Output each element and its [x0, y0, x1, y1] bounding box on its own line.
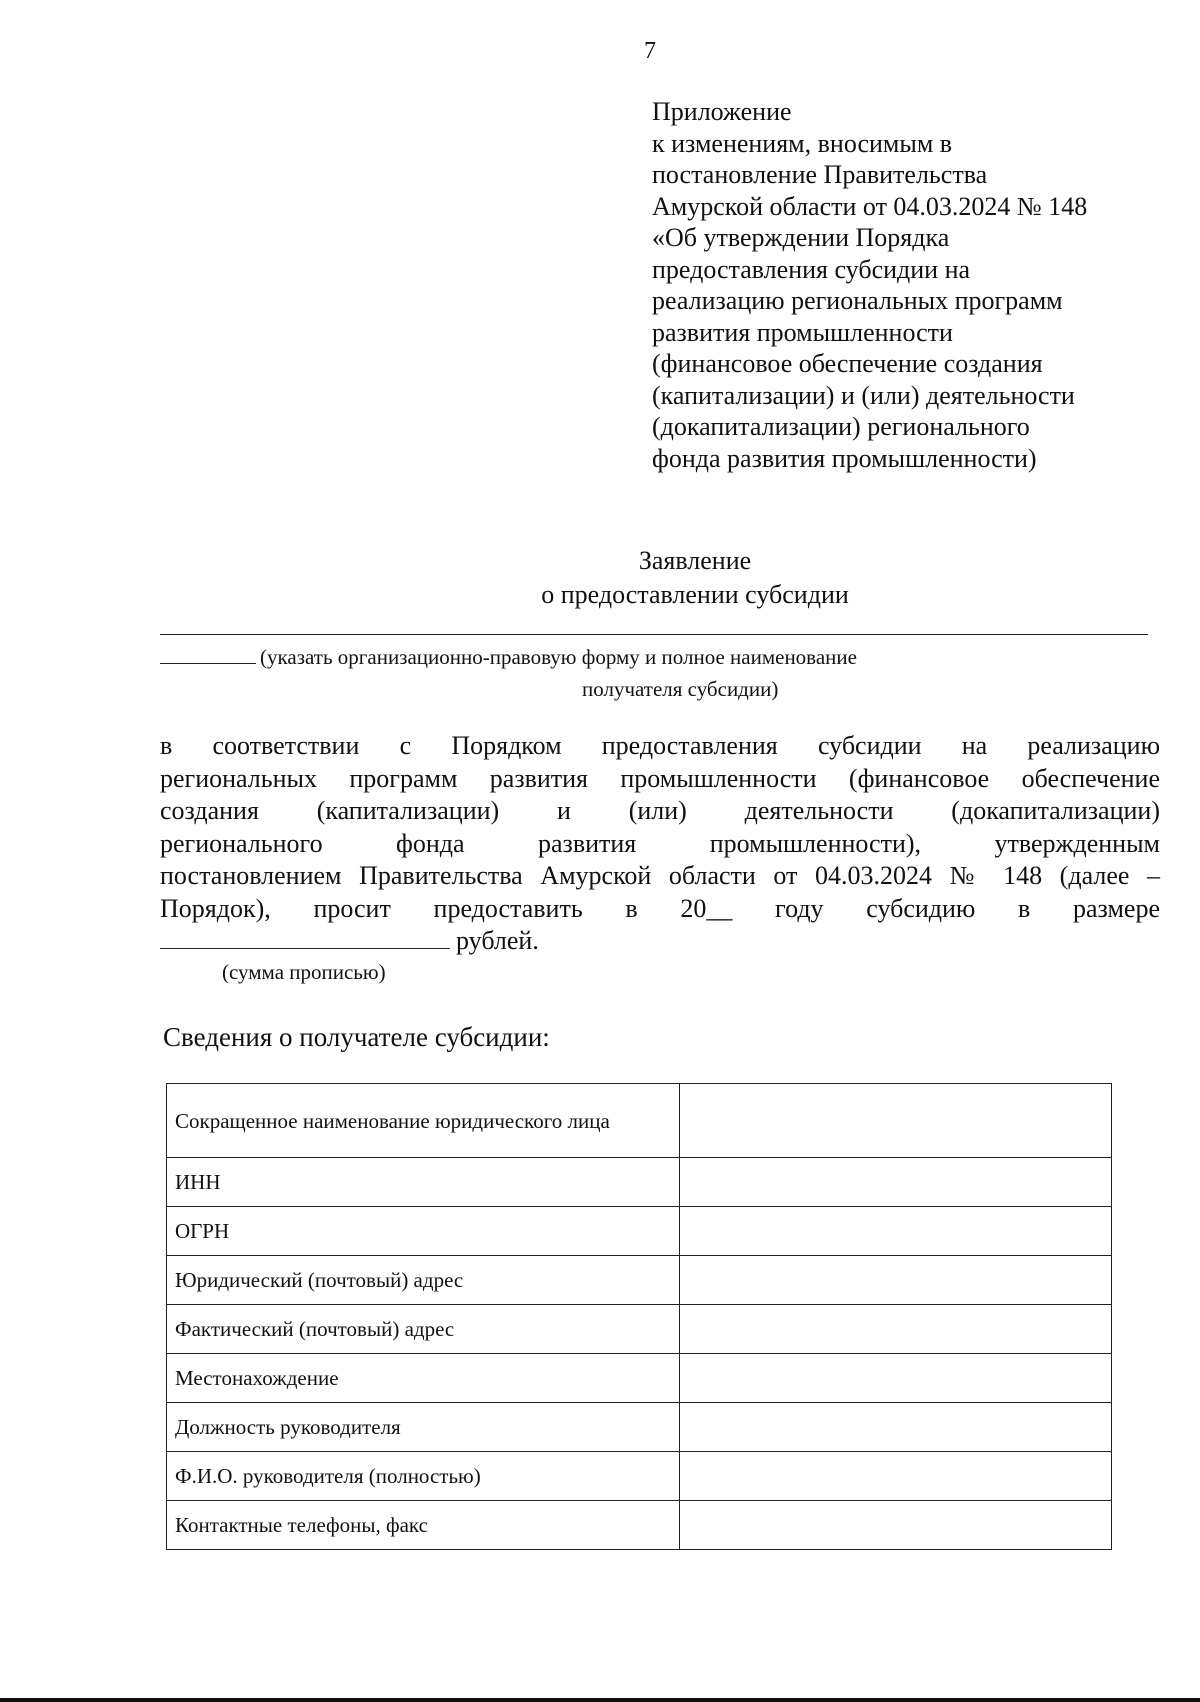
- recipient-hint-line2: получателя субсидии): [582, 677, 779, 701]
- row-value[interactable]: [680, 1084, 1112, 1158]
- table-row: [167, 1501, 1112, 1550]
- row-value[interactable]: [680, 1501, 1112, 1550]
- table-row: [167, 1256, 1112, 1305]
- table-row: [167, 1354, 1112, 1403]
- appendix-line: постановление Правительства: [652, 160, 988, 189]
- row-value[interactable]: [680, 1158, 1112, 1207]
- table-row: [167, 1084, 1112, 1158]
- row-value[interactable]: [680, 1256, 1112, 1305]
- table-row: [167, 1403, 1112, 1452]
- row-value[interactable]: [680, 1403, 1112, 1452]
- row-label: Должность руководителя: [167, 1403, 680, 1452]
- appendix-line: «Об утверждении Порядка: [652, 223, 950, 252]
- row-label: Контактные телефоны, факс: [167, 1501, 680, 1550]
- appendix-line: Приложение: [652, 97, 792, 126]
- appendix-line: фонда развития промышленности): [652, 443, 1037, 473]
- row-value[interactable]: [680, 1452, 1112, 1501]
- recipient-hint-line1: (указать организационно-правовую форму и полное наименование: [260, 645, 857, 669]
- row-value[interactable]: [680, 1305, 1112, 1354]
- appendix-line: (финансовое обеспечение создания: [652, 349, 1043, 378]
- row-value[interactable]: [680, 1354, 1112, 1403]
- appendix-line: Амурской области от 04.03.2024 № 148: [652, 191, 1088, 221]
- appendix-line: реализацию региональных программ: [652, 286, 1063, 315]
- row-label: Фактический (почтовый) адрес: [167, 1305, 680, 1354]
- table-row: [167, 1452, 1112, 1501]
- row-label: Юридический (почтовый) адрес: [167, 1256, 680, 1305]
- appendix-line: (капитализации) и (или) деятельности: [652, 380, 1075, 410]
- row-value[interactable]: [680, 1207, 1112, 1256]
- row-label: ОГРН: [167, 1207, 680, 1256]
- section-heading: Сведения о получателе субсидии:: [163, 1022, 550, 1052]
- page-bottom-edge: [0, 1698, 1200, 1702]
- paragraph-line: создания (капитализации) и (или) деятельности (докапитализации): [160, 796, 1160, 825]
- document-title-line1: Заявление: [638, 546, 752, 575]
- amount-line: [160, 925, 1160, 958]
- row-label: Сокращенное наименование юридического лица: [167, 1084, 680, 1158]
- paragraph-line: Порядок), просит предоставить в 20__ году субсидию в размере: [160, 893, 1160, 923]
- recipient-name-line[interactable]: [160, 634, 1148, 635]
- recipient-info-table: [166, 1083, 1112, 1550]
- table-row: [167, 1158, 1112, 1207]
- document-title: [0, 544, 1200, 612]
- paragraph-line: региональных программ развития промышленности (финансовое обеспечение: [160, 763, 1160, 793]
- appendix-line: развития промышленности: [652, 317, 953, 347]
- request-paragraph: [160, 730, 1160, 958]
- amount-caption: (сумма прописью): [222, 960, 386, 984]
- page-number: 7: [644, 38, 656, 64]
- paragraph-line: в соответствии с Порядком предоставления субсидии на реализацию: [160, 731, 1160, 760]
- row-label: Ф.И.О. руководителя (полностью): [167, 1452, 680, 1501]
- row-label: Местонахождение: [167, 1354, 680, 1403]
- appendix-block: [652, 96, 1172, 474]
- paragraph-line: постановлением Правительства Амурской области от 04.03.2024 № 148 (далее –: [160, 861, 1160, 890]
- appendix-line: (докапитализации) регионального: [652, 412, 1030, 441]
- document-title-line2: о предоставлении субсидии: [541, 580, 849, 609]
- paragraph-line: регионального фонда развития промышленности), утвержденным: [160, 828, 1160, 858]
- recipient-hint: [160, 643, 857, 671]
- amount-blank[interactable]: [160, 926, 450, 949]
- table-row: [167, 1305, 1112, 1354]
- rubles-word: рублей.: [456, 926, 539, 955]
- appendix-line: к изменениям, вносимым в: [652, 128, 953, 158]
- appendix-line: предоставления субсидии на: [652, 254, 971, 284]
- table-row: [167, 1207, 1112, 1256]
- row-label: ИНН: [167, 1158, 680, 1207]
- recipient-form-blank[interactable]: [160, 645, 256, 664]
